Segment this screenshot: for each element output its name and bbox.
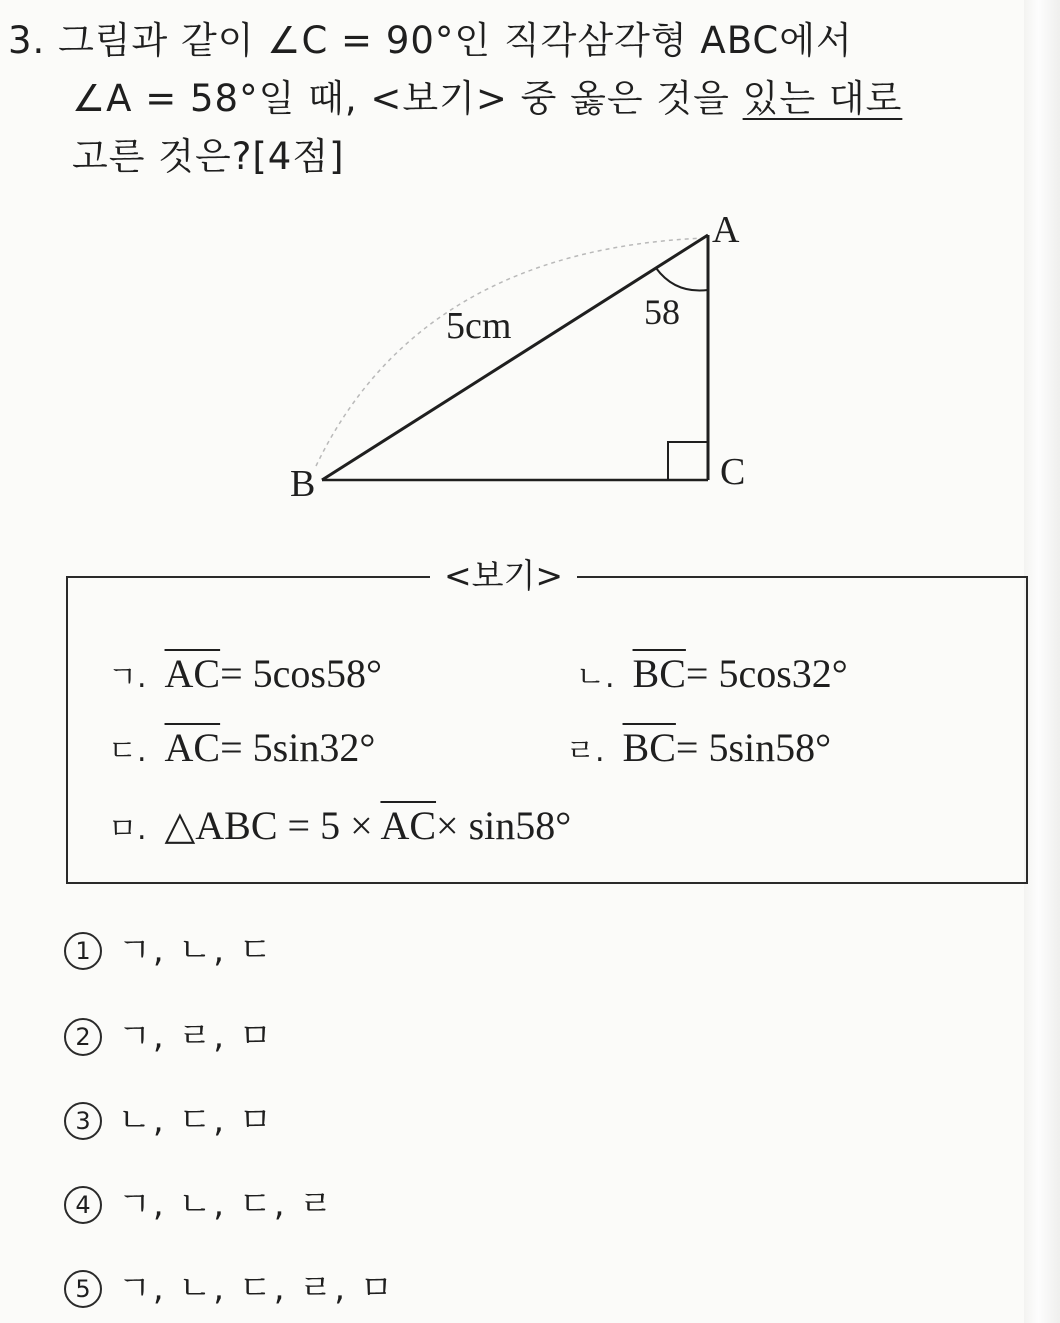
bogi-title: <보기> [430,554,577,598]
bogi-item-mark: ㄴ. [576,660,615,695]
bogi-item-mark: ㄷ. [108,734,147,769]
bogi-item-mark: ㅁ. [108,812,147,847]
bogi-item-rieul [566,724,831,776]
choice-number-circle: 4 [64,1186,102,1224]
bogi-item-mieum [108,802,571,854]
segment-overline: $\overline{BC}$ [632,651,686,696]
vertex-b-label: B [290,463,316,505]
choice-options: ㄱ, ㄴ, ㄷ, ㄹ [118,1184,335,1225]
angle-a-label: 58 [644,292,680,332]
question-text [8,12,1048,186]
choice-options: ㄴ, ㄷ, ㅁ [118,1100,274,1141]
choice-options: ㄱ, ㄹ, ㅁ [118,1016,274,1057]
vertex-c-label: C [720,451,746,493]
bogi-item-mark: ㄱ. [108,660,147,695]
bogi-item-mark: ㄹ. [566,734,605,769]
vertex-a-label: A [712,209,740,251]
answer-choice-4[interactable] [64,1180,334,1228]
hypotenuse-length-label: 5cm [446,305,512,347]
right-angle-mark [668,442,708,480]
answer-choice-5[interactable] [64,1264,395,1312]
segment-overline: $\overline{AC}$ [164,725,221,770]
choice-options: ㄱ, ㄴ, ㄷ [118,930,274,971]
question-line-2-text: ∠A = 58°일 때, <보기> 중 옳은 것을 [72,77,743,120]
answer-choice-2[interactable] [64,1012,274,1060]
bogi-item-digeut [108,724,375,776]
triangle-figure [0,190,1060,510]
side-ab [322,235,708,480]
bogi-item-expression: = 5cos32° [685,651,848,696]
answer-choice-3[interactable] [64,1096,274,1144]
bogi-item-giyeok [108,650,382,702]
question-line-2 [8,70,1048,128]
segment-overline: $\overline{BC}$ [622,725,676,770]
bogi-item-expression: = 5sin32° [220,725,376,770]
question-underlined-text: 있는 대로 [742,77,903,120]
bogi-item-expression: × sin58° [436,803,572,848]
question-line-3: 고른 것은?[4점] [72,135,345,178]
choice-number-circle: 1 [64,932,102,970]
bogi-item-expression: = 5sin58° [675,725,832,770]
choice-number-circle: 5 [64,1270,102,1308]
choice-number-circle: 3 [64,1102,102,1140]
bogi-item-expression-pre: △ABC = 5 × [164,803,381,848]
segment-overline: $\overline{AC}$ [164,651,221,696]
angle-arc-a [656,268,708,291]
question-line-1: 3. 그림과 같이 ∠C = 90°인 직각삼각형 ABC에서 [8,19,853,62]
bogi-item-nieun [576,650,848,702]
choice-number-circle: 2 [64,1018,102,1056]
segment-overline: $\overline{AC}$ [380,803,437,848]
answer-choice-1[interactable] [64,926,274,974]
bogi-item-expression: = 5cos58° [220,651,382,696]
choice-options: ㄱ, ㄴ, ㄷ, ㄹ, ㅁ [118,1268,395,1309]
